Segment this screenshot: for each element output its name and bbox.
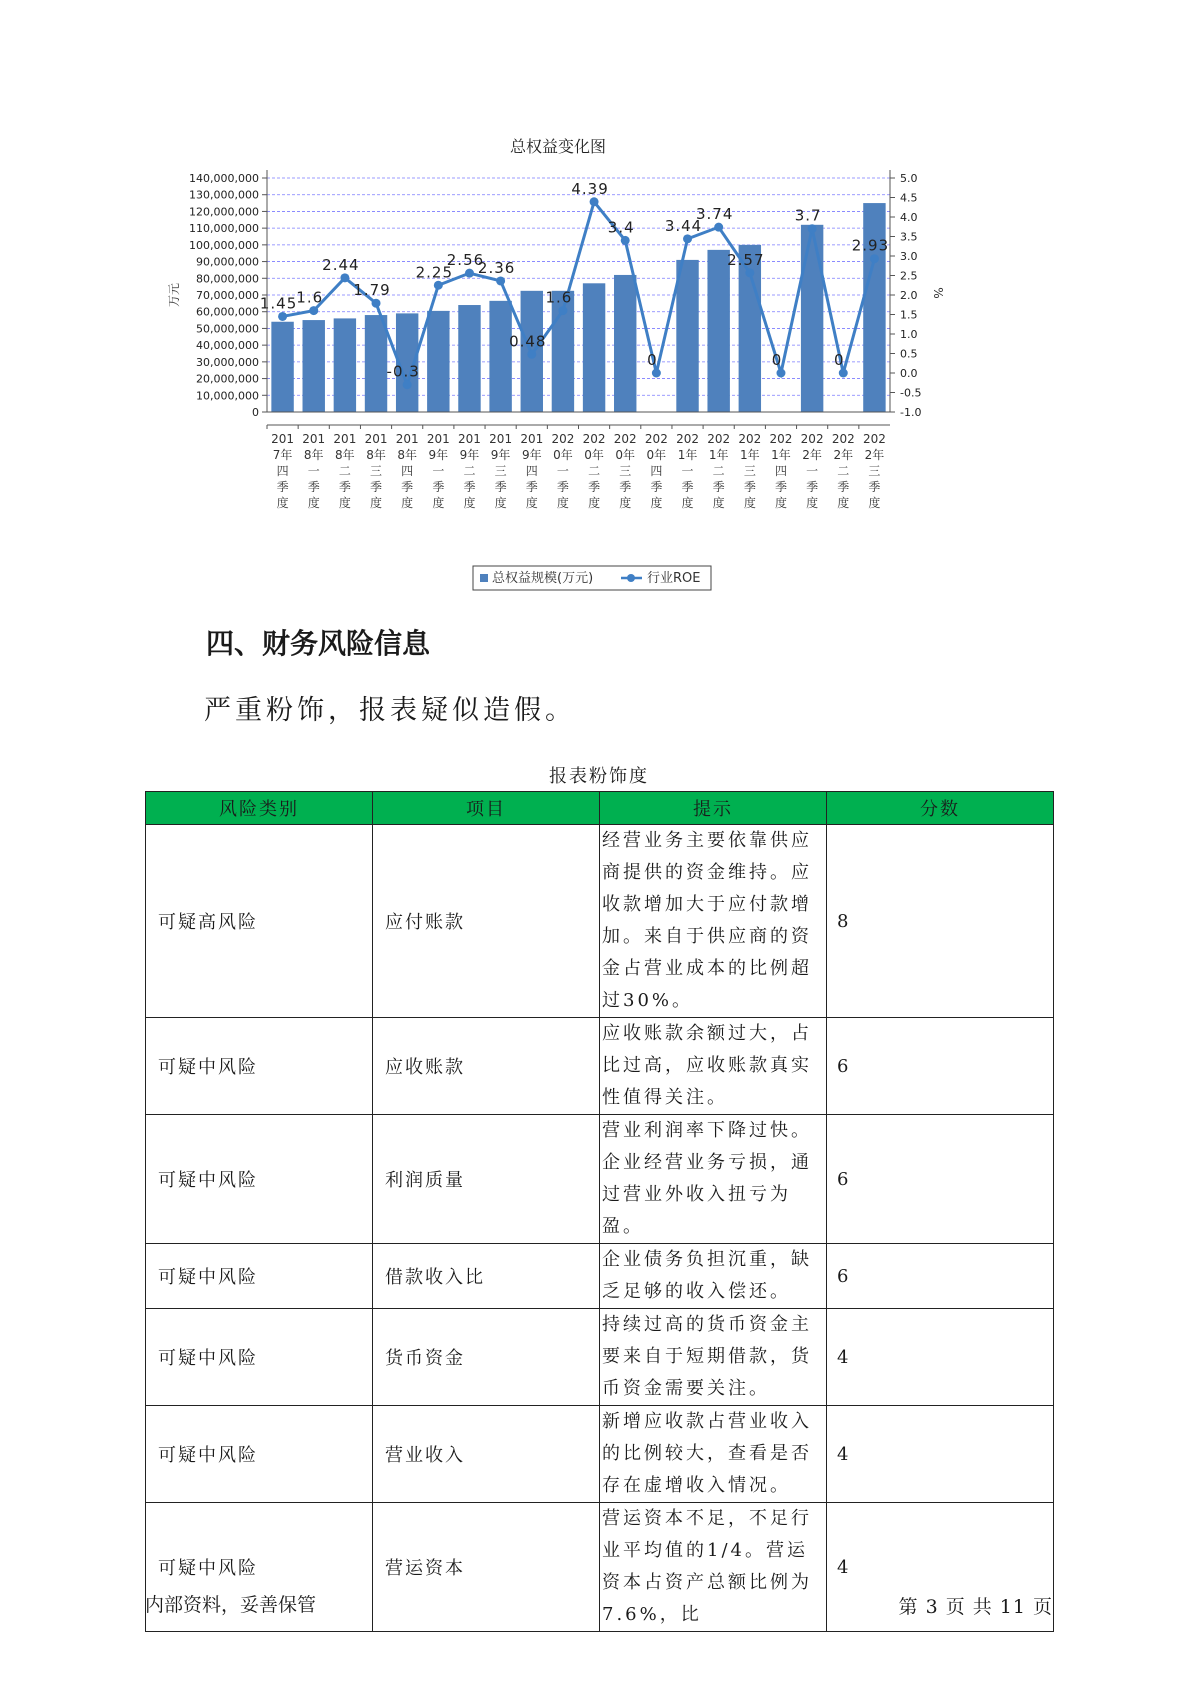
left-tick-label: 90,000,000 [196,255,259,269]
header-item: 项目 [373,792,600,825]
risk-item: 借款收入比 [373,1244,600,1309]
right-tick-label: 4.5 [900,191,918,205]
roe-point [745,268,754,277]
roe-point [434,281,443,290]
table-row [146,1018,1054,1115]
roe-point [870,254,879,263]
risk-tip: 持续过高的货币资金主要来自于短期借款，货币资金需要关注。 [600,1309,827,1406]
risk-score: 4 [827,1309,1054,1406]
equity-bar [303,320,325,412]
roe-data-label: 3.44 [664,216,703,235]
equity-bar [614,275,636,412]
table-caption: 报表粉饰度 [549,766,649,787]
roe-data-label: 2.56 [446,251,485,270]
category-tick-label: 201 9年四季度 [520,432,544,510]
roe-point [808,224,817,233]
roe-point [590,197,599,206]
table-row [146,1406,1054,1503]
right-tick-label: 0.0 [900,367,918,380]
risk-item: 利润质量 [373,1115,600,1244]
risk-table [145,791,1054,1632]
right-tick-label: 2.0 [900,289,918,302]
roe-point [714,223,723,232]
category-tick-label: 201 8年二季度 [333,432,357,510]
equity-bar [676,260,698,412]
table-row [146,1115,1054,1244]
risk-tip: 营业利润率下降过快。企业经营业务亏损，通过营业外收入扭亏为盈。 [600,1115,827,1244]
category-tick-label: 202 1年三季度 [738,432,762,510]
risk-item: 营业收入 [373,1406,600,1503]
roe-data-label: 0.48 [509,332,547,351]
right-tick-label: 5.0 [900,172,918,185]
equity-bar [458,305,480,412]
footer-page-number: 第 3 页 共 11 页 [898,1596,1053,1618]
equity-bar [334,318,356,412]
roe-point [621,236,630,245]
category-tick-label: 201 8年一季度 [302,432,326,510]
roe-point [839,369,848,378]
risk-category: 可疑中风险 [146,1018,373,1115]
risk-tip: 企业债务负担沉重，缺乏足够的收入偿还。 [600,1244,827,1309]
category-tick-label: 202 2年一季度 [800,432,824,510]
risk-item: 货币资金 [373,1309,600,1406]
category-tick-label: 202 0年一季度 [551,432,575,510]
category-tick-label: 201 8年四季度 [395,432,419,510]
roe-data-label: 0 [834,351,845,369]
risk-conclusion: 严重粉饰，报表疑似造假。 [204,695,576,726]
left-tick-label: 10,000,000 [196,389,259,403]
left-tick-label: 120,000,000 [189,205,259,219]
risk-category: 可疑中风险 [146,1244,373,1309]
table-header-row [146,792,1054,825]
risk-tip: 应收账款余额过大，占比过高，应收账款真实性值得关注。 [600,1018,827,1115]
risk-score: 6 [827,1115,1054,1244]
roe-data-label: 0 [771,351,783,369]
equity-chart [167,135,1040,595]
category-tick-label: 202 1年一季度 [676,432,699,510]
category-tick-label: 202 2年三季度 [862,432,886,510]
risk-item: 营运资本 [373,1503,600,1632]
left-tick-label: 130,000,000 [189,188,259,202]
roe-data-label: 2.44 [322,255,360,274]
right-tick-label: 1.0 [900,328,918,341]
risk-category: 可疑中风险 [146,1115,373,1244]
roe-data-label: 3.74 [695,205,734,224]
equity-bar [427,311,449,412]
category-tick-label: 202 0年四季度 [644,432,668,510]
category-tick-label: 201 9年三季度 [489,432,513,510]
risk-score: 6 [827,1244,1054,1309]
roe-point [465,269,474,278]
right-tick-label: 3.5 [900,230,918,244]
left-tick-label: 30,000,000 [196,355,259,369]
right-tick-label: -0.5 [900,386,922,400]
category-tick-label: 202 1年二季度 [707,432,731,510]
risk-score: 8 [827,825,1054,1018]
roe-data-label: 1.79 [353,281,391,300]
roe-data-label: 1.6 [545,288,573,307]
right-tick-label: 4.0 [900,211,918,224]
left-tick-label: 50,000,000 [196,322,259,336]
roe-point [496,276,505,285]
header-score: 分数 [827,792,1054,825]
category-tick-label: 202 0年三季度 [613,432,637,510]
roe-data-label: 0 [647,351,658,369]
left-tick-label: 110,000,000 [189,222,259,236]
roe-point [309,306,318,315]
roe-point [652,369,661,378]
equity-bar [583,283,605,412]
roe-data-label: 2.36 [477,258,516,277]
table-row [146,1309,1054,1406]
equity-bar [801,225,823,412]
roe-data-label: 2.93 [851,236,890,255]
risk-item: 应收账款 [373,1018,600,1115]
risk-category: 可疑中风险 [146,1406,373,1503]
roe-data-label: 4.39 [571,179,609,198]
equity-bar [707,250,729,412]
right-axis-label: % [931,287,945,299]
roe-point [340,273,349,282]
roe-point [403,380,412,389]
risk-tip: 经营业务主要依靠供应商提供的资金维持。应收款增加大于应付款增加。来自于供应商的资金占营业成本的比例超过30%。 [600,825,827,1018]
right-tick-label: 3.0 [900,250,918,263]
roe-point [776,369,785,378]
roe-data-label: -0.3 [386,362,420,381]
roe-point [527,350,536,359]
roe-data-label: 2.25 [415,263,454,282]
legend-bar-label: 总权益规模(万元) [492,571,594,586]
category-tick-label: 201 8年三季度 [364,432,388,510]
section-title: 四、财务风险信息 [206,627,431,660]
risk-score: 4 [827,1406,1054,1503]
legend-line-label: 行业ROE [647,571,701,586]
equity-bar [863,203,885,412]
left-tick-label: 140,000,000 [189,172,259,185]
risk-tip: 新增应收款占营业收入的比例较大，查看是否存在虚增收入情况。 [600,1406,827,1503]
category-tick-label: 201 7年四季度 [271,432,295,510]
legend-line-marker [627,574,635,582]
category-tick-label: 202 1年四季度 [769,432,793,510]
right-tick-label: 0.5 [900,347,918,361]
risk-category: 可疑中风险 [146,1309,373,1406]
left-tick-label: 60,000,000 [196,305,259,319]
chart-title: 总权益变化图 [509,137,607,156]
category-tick-label: 201 9年二季度 [458,432,481,510]
footer-confidential: 内部资料，妥善保管 [145,1594,317,1616]
equity-bar [489,301,511,412]
header-tip: 提示 [600,792,827,825]
risk-item: 应付账款 [373,825,600,1018]
roe-point [558,306,567,315]
category-tick-label: 202 2年二季度 [831,432,855,510]
equity-bar [365,315,387,412]
category-tick-label: 201 9年一季度 [426,432,450,510]
roe-point [278,312,287,321]
header-category: 风险类别 [146,792,373,825]
equity-bar [271,322,293,412]
category-tick-label: 202 0年二季度 [582,432,606,510]
left-tick-label: 100,000,000 [189,238,259,252]
roe-data-label: 2.57 [727,250,765,269]
risk-tip: 营运资本不足，不足行业平均值的1/4。营运资本占资产总额比例为7.6%，比 [600,1503,827,1632]
roe-data-label: 3.7 [794,206,822,225]
table-row [146,1244,1054,1309]
roe-data-label: 3.4 [607,218,635,237]
chart-legend [473,566,711,590]
right-tick-label: 2.5 [900,269,918,283]
roe-data-label: 1.45 [259,294,298,313]
left-tick-label: 20,000,000 [196,372,259,386]
left-tick-label: 70,000,000 [196,289,259,302]
roe-data-label: 1.6 [296,288,324,307]
roe-point [683,234,692,243]
left-tick-label: 40,000,000 [196,339,259,353]
risk-category: 可疑高风险 [146,825,373,1018]
risk-category: 可疑中风险 [146,1503,373,1632]
table-row [146,825,1054,1018]
legend-bar-swatch [480,574,488,582]
right-tick-label: -1.0 [900,406,922,419]
right-tick-label: 1.5 [900,308,918,322]
left-tick-label: 0 [252,406,259,419]
risk-score: 4 [827,1503,1054,1632]
left-axis-label: 万元 [167,282,181,308]
left-tick-label: 80,000,000 [196,272,259,286]
roe-point [372,299,381,308]
risk-score: 6 [827,1018,1054,1115]
